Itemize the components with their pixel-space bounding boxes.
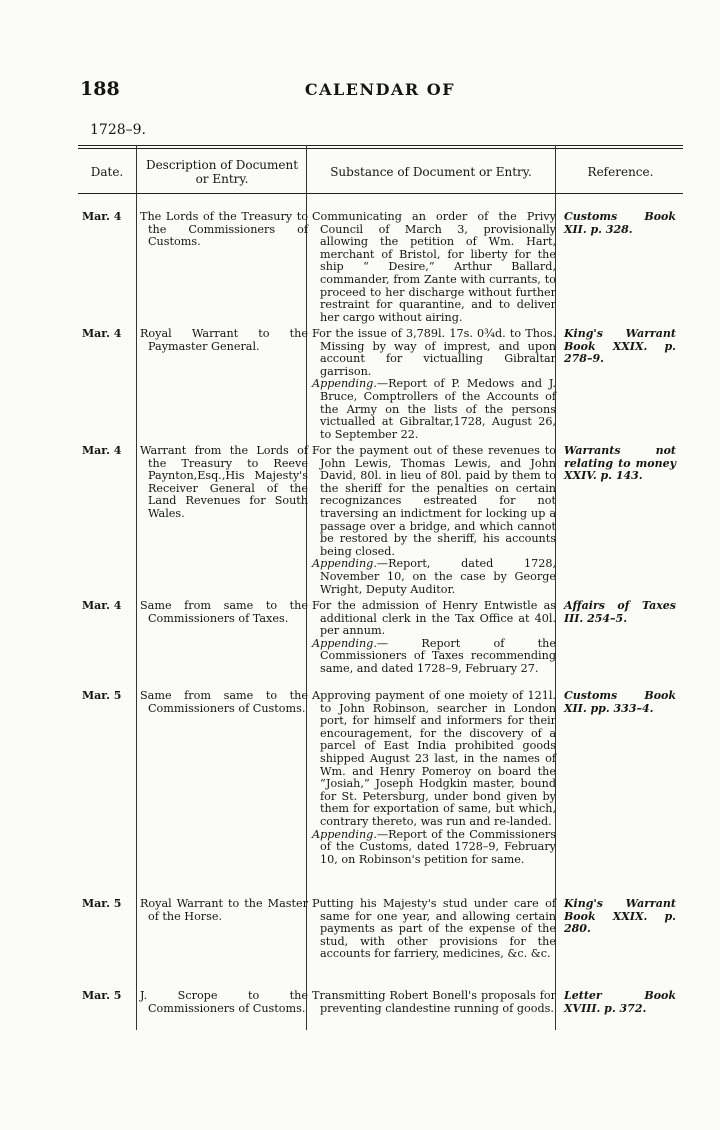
entry-appending xyxy=(312,827,556,867)
entry-date: Mar. 4 xyxy=(82,327,122,340)
entry-date: Mar. 5 xyxy=(82,689,122,702)
entry-description: J. Scrope to the Commissioners of Customs. xyxy=(140,989,308,1015)
entry-reference: Letter Book XVIII. p. 372. xyxy=(564,989,676,1015)
entry-substance xyxy=(312,990,556,1015)
entry-appending xyxy=(312,636,556,676)
appending-label: Appending. xyxy=(312,557,377,571)
header-date: Date. xyxy=(90,165,124,179)
entry-substance xyxy=(312,211,556,324)
entry-substance xyxy=(312,600,556,676)
entry-reference: Customs Book XII. pp. 333–4. xyxy=(564,689,676,715)
header-substance: Substance of Document or Entry. xyxy=(330,165,532,179)
entry-reference: King's Warrant Book XXIX. p. 278–9. xyxy=(564,327,676,366)
appending-text: —Report of the Commissioners of the Customs, dated 1728–9, February 10, on Robinson's petition for same. xyxy=(320,827,556,866)
entry-substance-text: Approving payment of one moiety of 121l. to John Robinson, searcher in London port, for himself and informers for their encouragement, for the discovery of a parcel of East India prohibited goods shipped August 23 last, in the names of Wm. and Henry Pomeroy on board the “Josiah,” Joseph Hodgkin master, bound for St. Petersburg, under bond given by them for exportation of same, but which, contrary thereto, was run and re-landed. xyxy=(312,689,556,828)
page-number: 188 xyxy=(80,78,120,100)
page-header xyxy=(80,78,680,108)
entry-description: Royal Warrant to the Master of the Horse. xyxy=(140,897,308,923)
entry-substance xyxy=(312,445,556,596)
entry-appending xyxy=(312,377,556,441)
appending-text: —Report of P. Medows and J. Bruce, Comptrollers of the Accounts of the Army on the lists of the persons victualled at Gibraltar,1728, August 26, to September 22. xyxy=(320,377,556,441)
entry-date: Mar. 4 xyxy=(82,444,122,457)
entry-description: Same from same to the Commissioners of Taxes. xyxy=(140,599,308,625)
entry-reference: King's Warrant Book XXIX. p. 280. xyxy=(564,897,676,936)
entry-date: Mar. 4 xyxy=(82,210,122,223)
calendar-table xyxy=(78,145,683,1030)
column-divider xyxy=(136,145,137,1030)
entry-substance-text: Communicating an order of the Privy Council of March 3, provisionally allowing the petition of Wm. Hart, merchant of Bristol, for liberty for the ship “ Desire,” Arthur Ballard, commander, from Zante with currants, to proceed to her discharge without further restraint for quarantine, and to deliver her cargo without airing. xyxy=(312,210,556,324)
entry-description: Same from same to the Commissioners of Customs. xyxy=(140,689,308,715)
entry-substance xyxy=(312,898,556,961)
entry-substance xyxy=(312,328,556,441)
table-header-rule xyxy=(78,193,683,194)
entry-substance-text: For the issue of 3,789l. 17s. 0¾d. to Thos. Missing by way of imprest, and upon account for victualling Gibraltar garrison. xyxy=(312,327,556,378)
appending-label: Appending. xyxy=(312,377,377,391)
entry-appending xyxy=(312,557,556,596)
entry-reference: Customs Book XII. p. 328. xyxy=(564,210,676,236)
entry-description: The Lords of the Treasury to the Commissioners of Customs. xyxy=(140,210,308,249)
entry-description: Warrant from the Lords of the Treasury to Reeve Paynton,Esq.,His Majesty's Receiver General of the Land Revenues for South Wales. xyxy=(140,444,308,520)
header-reference: Reference. xyxy=(587,165,654,179)
appending-label: Appending. xyxy=(312,827,377,841)
appending-text: —Report, dated 1728, November 10, on the case by George Wright, Deputy Auditor. xyxy=(320,557,556,596)
entry-substance xyxy=(312,690,556,866)
entry-reference: Affairs of Taxes III. 254–5. xyxy=(564,599,676,625)
entry-substance-text: Putting his Majesty's stud under care of same for one year, and allowing certain payments as part of the expense of the stud, with other provisions for the accounts for farriery, medicines, &c. &c. xyxy=(312,897,556,961)
table-top-rule xyxy=(78,145,683,146)
running-title: CALENDAR OF xyxy=(304,80,456,99)
entry-description: Royal Warrant to the Paymaster General. xyxy=(140,327,308,353)
entry-date: Mar. 5 xyxy=(82,897,122,910)
entry-substance-text: Transmitting Robert Bonell's proposals for preventing clandestine running of goods. xyxy=(312,989,556,1015)
appending-text: — Report of the Commissioners of Taxes recommending same, and dated 1728–9, February 27. xyxy=(320,636,556,675)
table-top-rule-inner xyxy=(78,148,683,149)
appending-label: Appending. xyxy=(312,636,377,650)
year-heading: 1728–9. xyxy=(90,122,146,138)
entry-reference: Warrants not relating to money XXIV. p. 143. xyxy=(564,444,676,483)
entry-date: Mar. 4 xyxy=(82,599,122,612)
entry-substance-text: For the admission of Henry Entwistle as additional clerk in the Tax Office at 40l. per annum. xyxy=(312,599,556,638)
header-description: Description of Document or Entry. xyxy=(145,158,299,186)
entry-substance-text: For the payment out of these revenues to John Lewis, Thomas Lewis, and John David, 80l. in lieu of 80l. paid by them to the sheriff for the penalties on certain recognizances estreated for not traversing an indictment for locking up a passage over a bridge, and which cannot be restored by the sheriff, his accounts being closed. xyxy=(312,444,556,558)
entry-date: Mar. 5 xyxy=(82,989,122,1002)
